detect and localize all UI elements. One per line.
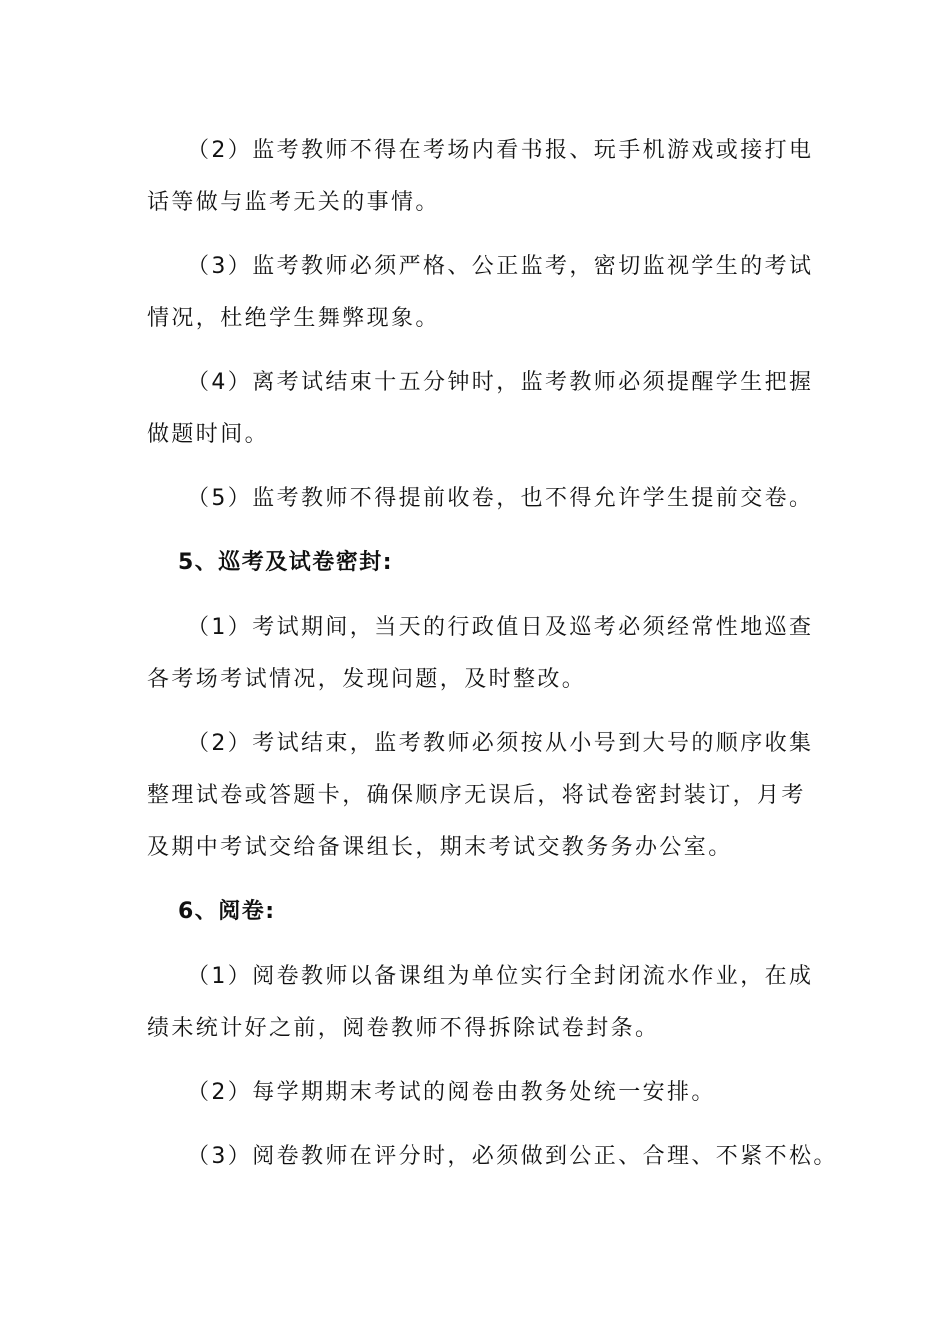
paragraph-4-line-2: 做题时间。: [147, 422, 270, 447]
paragraph-2-line-1: （2）监考教师不得在考场内看书报、玩手机游戏或接打电: [187, 138, 814, 163]
paragraph-3-line-1: （3）监考教师必须严格、公正监考，密切监视学生的考试: [187, 254, 814, 279]
section-5-paragraph-1-line-2: 各考场考试情况，发现问题，及时整改。: [147, 667, 587, 692]
section-6-paragraph-3-line-1: （3）阅卷教师在评分时，必须做到公正、合理、不紧不松。: [187, 1144, 838, 1169]
section-5-heading: 5、巡考及试卷密封:: [178, 550, 394, 575]
section-5-paragraph-1-line-1: （1）考试期间，当天的行政值日及巡考必须经常性地巡查: [187, 615, 814, 640]
section-5-paragraph-2-line-3: 及期中考试交给备课组长，期末考试交教务务办公室。: [147, 835, 733, 860]
section-6-paragraph-1-line-1: （1）阅卷教师以备课组为单位实行全封闭流水作业，在成: [187, 964, 814, 989]
section-6-paragraph-2-line-1: （2）每学期期末考试的阅卷由教务处统一安排。: [187, 1080, 716, 1105]
paragraph-5-line-1: （5）监考教师不得提前收卷，也不得允许学生提前交卷。: [187, 486, 814, 511]
section-5-paragraph-2-line-2: 整理试卷或答题卡，确保顺序无误后，将试卷密封装订，月考: [147, 783, 806, 808]
paragraph-4-line-1: （4）离考试结束十五分钟时，监考教师必须提醒学生把握: [187, 370, 814, 395]
paragraph-3-line-2: 情况，杜绝学生舞弊现象。: [147, 306, 440, 331]
section-6-paragraph-1-line-2: 绩未统计好之前，阅卷教师不得拆除试卷封条。: [147, 1016, 660, 1041]
section-6-heading: 6、阅卷:: [178, 899, 276, 924]
paragraph-2-line-2: 话等做与监考无关的事情。: [147, 190, 440, 215]
section-5-paragraph-2-line-1: （2）考试结束，监考教师必须按从小号到大号的顺序收集: [187, 731, 814, 756]
